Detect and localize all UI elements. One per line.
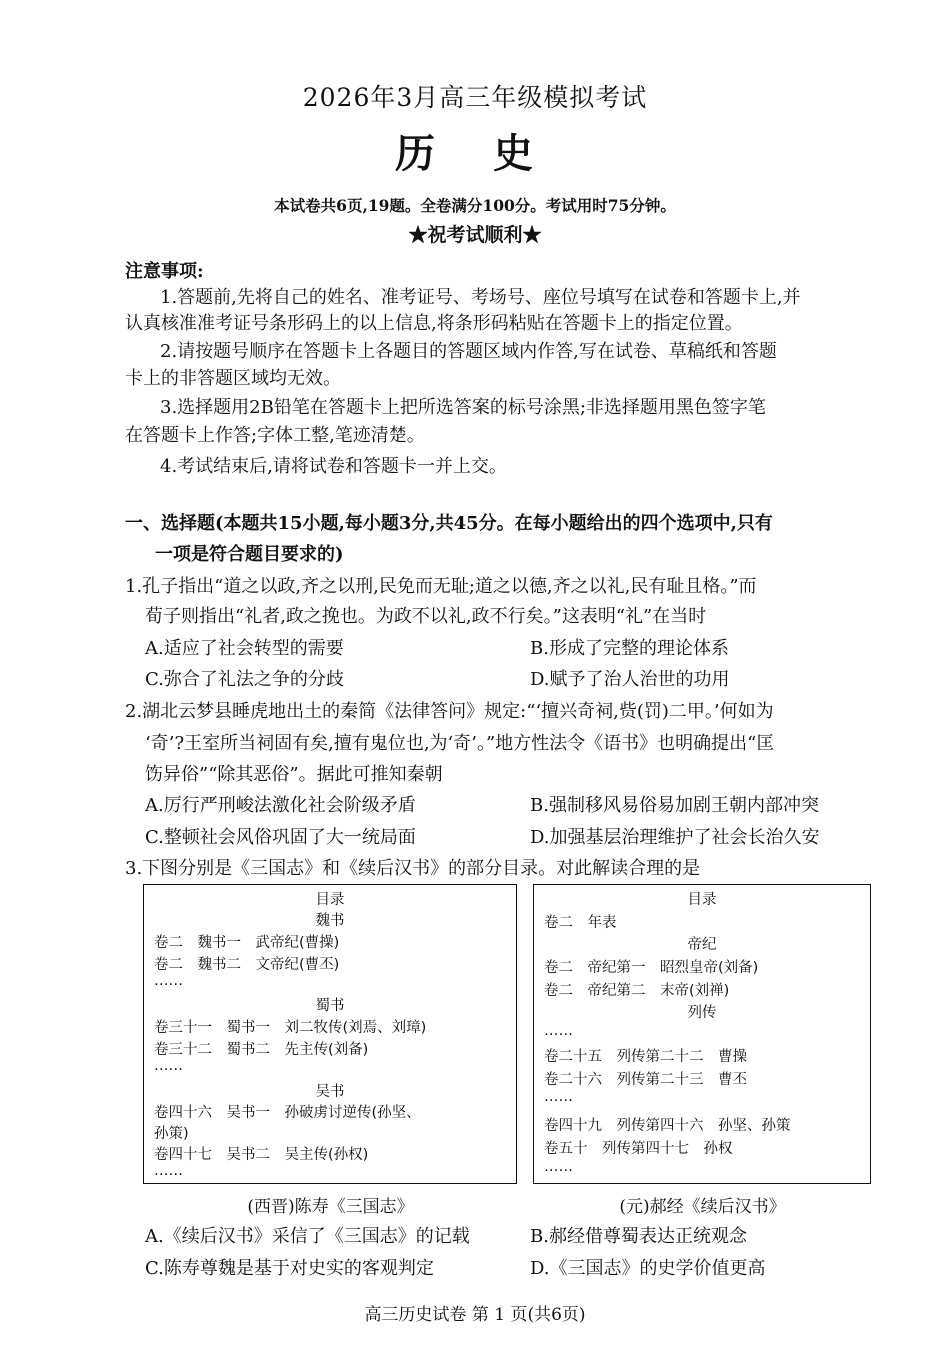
- toc-entry: 卷四十六 吴书一 孙破虏讨逆传(孙坚、: [154, 1105, 421, 1121]
- ellipsis: ……: [154, 1058, 183, 1074]
- wu-heading: 吴书: [315, 1084, 345, 1100]
- page-footer: 高三历史试卷 第 1 页(共6页): [364, 1305, 586, 1325]
- q1-option-a: A.适应了社会转型的需要: [145, 638, 344, 659]
- ellipsis: ……: [154, 973, 183, 989]
- toc-entry: 卷四十九 列传第四十六 孙坚、孙策: [544, 1118, 791, 1134]
- xuhouhanshu-caption: (元)郝经《续后汉书》: [619, 1197, 786, 1217]
- toc-entry: 卷二十六 列传第二十三 曹丕: [544, 1072, 747, 1088]
- toc-entry: 卷三十二 蜀书二 先主传(刘备): [154, 1042, 369, 1058]
- contents-title: 目录: [687, 892, 717, 908]
- exam-title: 2026年3月高三年级模拟考试: [302, 83, 648, 112]
- contents-title: 目录: [315, 892, 345, 908]
- q1-option-d: D.赋予了治人治世的功用: [530, 669, 730, 690]
- sanguozhi-contents-box: [143, 884, 517, 1184]
- ellipsis: ……: [544, 1089, 573, 1105]
- note-line: 在答题卡上作答;字体工整,笔迹清楚。: [125, 425, 425, 446]
- toc-entry: 卷五十 列传第四十七 孙权: [544, 1141, 733, 1157]
- subject-title: 历 史: [395, 130, 555, 177]
- section-heading-cont: 一项是符合题目要求的): [155, 544, 344, 565]
- toc-entry: 卷四十七 吴书二 吴主传(孙权): [154, 1147, 369, 1163]
- toc-entry: 卷二 帝纪第一 昭烈皇帝(刘备): [544, 960, 759, 976]
- exam-info: 本试卷共6页,19题。全卷满分100分。考试用时75分钟。: [274, 196, 676, 215]
- toc-entry: 卷二 帝纪第二 末帝(刘禅): [544, 983, 730, 999]
- q2-option-c: C.整顿社会风俗巩固了大一统局面: [145, 827, 416, 848]
- ellipsis: ……: [154, 1163, 183, 1179]
- q3-stem: 3.下图分别是《三国志》和《续后汉书》的部分目录。对此解读合理的是: [125, 858, 701, 879]
- note-line: 4.考试结束后,请将试卷和答题卡一并上交。: [160, 456, 507, 477]
- shu-heading: 蜀书: [315, 998, 345, 1014]
- q1-option-b: B.形成了完整的理论体系: [530, 638, 729, 659]
- toc-entry: 卷二 魏书一 武帝纪(曹操): [154, 935, 340, 951]
- ellipsis: ……: [544, 1159, 573, 1175]
- q1-option-c: C.弥合了礼法之争的分歧: [145, 669, 344, 690]
- good-luck-banner: ★祝考试顺利★: [408, 224, 542, 246]
- toc-entry-cont: 孙策): [154, 1126, 189, 1142]
- toc-entry: 卷二 年表: [544, 915, 617, 931]
- q2-option-b: B.强制移风易俗易加剧王朝内部冲突: [530, 795, 819, 816]
- q2-stem: 2.湖北云梦县睡虎地出土的秦简《法律答问》规定:“‘擅兴奇祠,赀(罚)二甲。’何如为: [125, 701, 774, 722]
- q2-stem-cont: ‘奇’?王室所当祠固有矣,擅有鬼位也,为‘奇’。”地方性法令《语书》也明确提出“匡: [145, 733, 775, 754]
- q2-stem-cont2: 饬异俗”“除其恶俗”。据此可推知秦朝: [145, 764, 443, 785]
- toc-entry: 卷二 魏书二 文帝纪(曹丕): [154, 957, 340, 973]
- diji-heading: 帝纪: [687, 937, 717, 953]
- q1-stem-cont: 荀子则指出“礼者,政之挽也。为政不以礼,政不行矣。”这表明“礼”在当时: [145, 606, 707, 627]
- sanguozhi-caption: (西晋)陈寿《三国志》: [247, 1197, 414, 1217]
- note-line: 1.答题前,先将自己的姓名、准考证号、考场号、座位号填写在试卷和答题卡上,并: [160, 287, 801, 308]
- q3-option-c: C.陈寿尊魏是基于对史实的客观判定: [145, 1258, 434, 1279]
- section-heading: 一、选择题(本题共15小题,每小题3分,共45分。在每小题给出的四个选项中,只有: [125, 513, 773, 534]
- q3-option-d: D.《三国志》的史学价值更高: [530, 1258, 766, 1279]
- xuhouhanshu-contents-box: [533, 884, 871, 1184]
- ellipsis: ……: [544, 1023, 573, 1039]
- q2-option-d: D.加强基层治理维护了社会长治久安: [530, 827, 820, 848]
- q3-option-b: B.郝经借尊蜀表达正统观念: [530, 1226, 747, 1247]
- toc-entry: 卷三十一 蜀书一 刘二牧传(刘焉、刘璋): [154, 1020, 427, 1036]
- notes-heading: 注意事项:: [125, 261, 204, 282]
- toc-entry: 卷二十五 列传第二十二 曹操: [544, 1049, 747, 1065]
- note-line: 2.请按题号顺序在答题卡上各题目的答题区域内作答,写在试卷、草稿纸和答题: [160, 341, 777, 362]
- note-line: 3.选择题用2B铅笔在答题卡上把所选答案的标号涂黑;非选择题用黑色签字笔: [160, 397, 766, 418]
- note-line: 卡上的非答题区域均无效。: [125, 368, 341, 389]
- q2-option-a: A.厉行严刑峻法激化社会阶级矛盾: [145, 795, 416, 816]
- q3-option-a: A.《续后汉书》采信了《三国志》的记载: [145, 1226, 470, 1247]
- q1-stem: 1.孔子指出“道之以政,齐之以刑,民免而无耻;道之以德,齐之以礼,民有耻且格。”而: [125, 576, 757, 597]
- liezhuan-heading: 列传: [687, 1005, 717, 1021]
- wei-heading: 魏书: [315, 913, 345, 929]
- note-line: 认真核准准考证号条形码上的以上信息,将条形码粘贴在答题卡上的指定位置。: [125, 313, 743, 334]
